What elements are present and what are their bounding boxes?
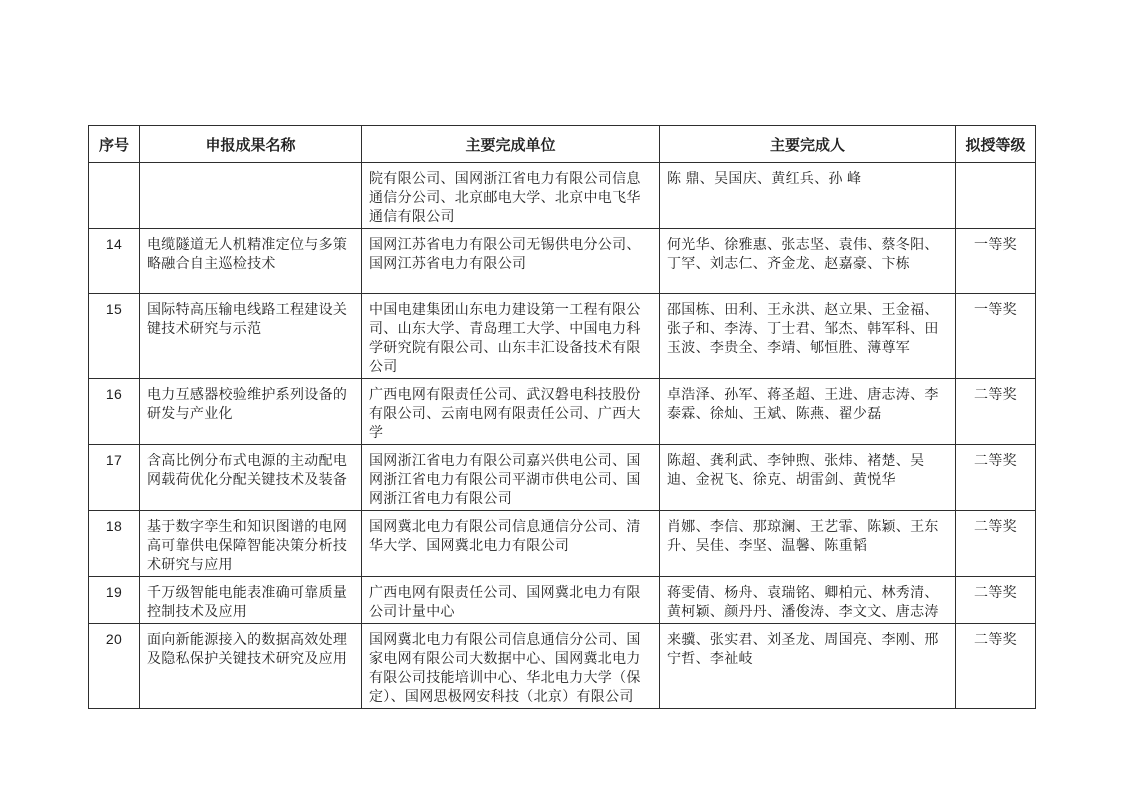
cell-units: 中国电建集团山东电力建设第一工程有限公司、山东大学、青岛理工大学、中国电力科学研究院有限公司、山东丰汇设备技术有限公司 bbox=[362, 294, 660, 379]
cell-award: 二等奖 bbox=[956, 624, 1036, 709]
cell-achievement-name: 含高比例分布式电源的主动配电网载荷优化分配关键技术及装备 bbox=[140, 445, 362, 511]
header-achievement-name: 申报成果名称 bbox=[140, 126, 362, 163]
cell-serial bbox=[89, 163, 140, 229]
cell-award: 二等奖 bbox=[956, 577, 1036, 624]
header-units: 主要完成单位 bbox=[362, 126, 660, 163]
cell-units: 国网浙江省电力有限公司嘉兴供电公司、国网浙江省电力有限公司平湖市供电公司、国网浙江省电力有限公司 bbox=[362, 445, 660, 511]
table-header-row bbox=[89, 126, 1036, 163]
cell-achievement-name: 千万级智能电能表准确可靠质量控制技术及应用 bbox=[140, 577, 362, 624]
cell-people: 蒋雯倩、杨舟、袁瑞铭、卿柏元、林秀清、黄柯颖、颜丹丹、潘俊涛、李文文、唐志涛 bbox=[660, 577, 956, 624]
header-people: 主要完成人 bbox=[660, 126, 956, 163]
table-row-14 bbox=[89, 229, 1036, 294]
cell-award: 一等奖 bbox=[956, 294, 1036, 379]
cell-units: 广西电网有限责任公司、武汉磐电科技股份有限公司、云南电网有限责任公司、广西大学 bbox=[362, 379, 660, 445]
cell-serial: 17 bbox=[89, 445, 140, 511]
cell-award: 二等奖 bbox=[956, 445, 1036, 511]
cell-people: 陈超、龚利武、李钟煦、张炜、褚楚、吴迪、金祝飞、徐克、胡雷剑、黄悦华 bbox=[660, 445, 956, 511]
awards-table bbox=[88, 125, 1036, 709]
table-row-15 bbox=[89, 294, 1036, 379]
cell-serial: 18 bbox=[89, 511, 140, 577]
header-award-level: 拟授等级 bbox=[956, 126, 1036, 163]
cell-units: 广西电网有限责任公司、国网冀北电力有限公司计量中心 bbox=[362, 577, 660, 624]
cell-units: 国网冀北电力有限公司信息通信分公司、国家电网有限公司大数据中心、国网冀北电力有限公司技能培训中心、华北电力大学（保定）、国网思极网安科技（北京）有限公司 bbox=[362, 624, 660, 709]
cell-people: 何光华、徐雅惠、张志坚、袁伟、蔡冬阳、丁罕、刘志仁、齐金龙、赵嘉豪、卞栋 bbox=[660, 229, 956, 294]
header-serial: 序号 bbox=[89, 126, 140, 163]
table-row-19 bbox=[89, 577, 1036, 624]
cell-serial: 14 bbox=[89, 229, 140, 294]
cell-award bbox=[956, 163, 1036, 229]
cell-achievement-name bbox=[140, 163, 362, 229]
table-row-18 bbox=[89, 511, 1036, 577]
cell-achievement-name: 电力互感器校验维护系列设备的研发与产业化 bbox=[140, 379, 362, 445]
cell-serial: 19 bbox=[89, 577, 140, 624]
table-row-continuation bbox=[89, 163, 1036, 229]
cell-people: 邵国栋、田利、王永洪、赵立果、王金福、张子和、李涛、丁士君、邹杰、韩军科、田玉波、李贵全、李靖、郇恒胜、薄尊军 bbox=[660, 294, 956, 379]
cell-achievement-name: 基于数字孪生和知识图谱的电网高可靠供电保障智能决策分析技术研究与应用 bbox=[140, 511, 362, 577]
cell-units: 院有限公司、国网浙江省电力有限公司信息通信分公司、北京邮电大学、北京中电飞华通信有限公司 bbox=[362, 163, 660, 229]
cell-people: 来骥、张实君、刘圣龙、周国亮、李刚、邢宁哲、李祉岐 bbox=[660, 624, 956, 709]
cell-award: 二等奖 bbox=[956, 511, 1036, 577]
cell-achievement-name: 面向新能源接入的数据高效处理及隐私保护关键技术研究及应用 bbox=[140, 624, 362, 709]
table-row-20 bbox=[89, 624, 1036, 709]
table-row-16 bbox=[89, 379, 1036, 445]
cell-people: 陈 鼎、吴国庆、黄红兵、孙 峰 bbox=[660, 163, 956, 229]
cell-achievement-name: 电缆隧道无人机精准定位与多策略融合自主巡检技术 bbox=[140, 229, 362, 294]
cell-units: 国网冀北电力有限公司信息通信分公司、清华大学、国网冀北电力有限公司 bbox=[362, 511, 660, 577]
cell-people: 肖娜、李信、那琼澜、王艺霏、陈颖、王东升、吴佳、李坚、温馨、陈重韬 bbox=[660, 511, 956, 577]
cell-serial: 20 bbox=[89, 624, 140, 709]
cell-people: 卓浩泽、孙军、蒋圣超、王进、唐志涛、李泰霖、徐灿、王斌、陈燕、翟少磊 bbox=[660, 379, 956, 445]
table-row-17 bbox=[89, 445, 1036, 511]
cell-award: 一等奖 bbox=[956, 229, 1036, 294]
cell-award: 二等奖 bbox=[956, 379, 1036, 445]
cell-achievement-name: 国际特高压输电线路工程建设关键技术研究与示范 bbox=[140, 294, 362, 379]
cell-units: 国网江苏省电力有限公司无锡供电分公司、国网江苏省电力有限公司 bbox=[362, 229, 660, 294]
cell-serial: 16 bbox=[89, 379, 140, 445]
cell-serial: 15 bbox=[89, 294, 140, 379]
